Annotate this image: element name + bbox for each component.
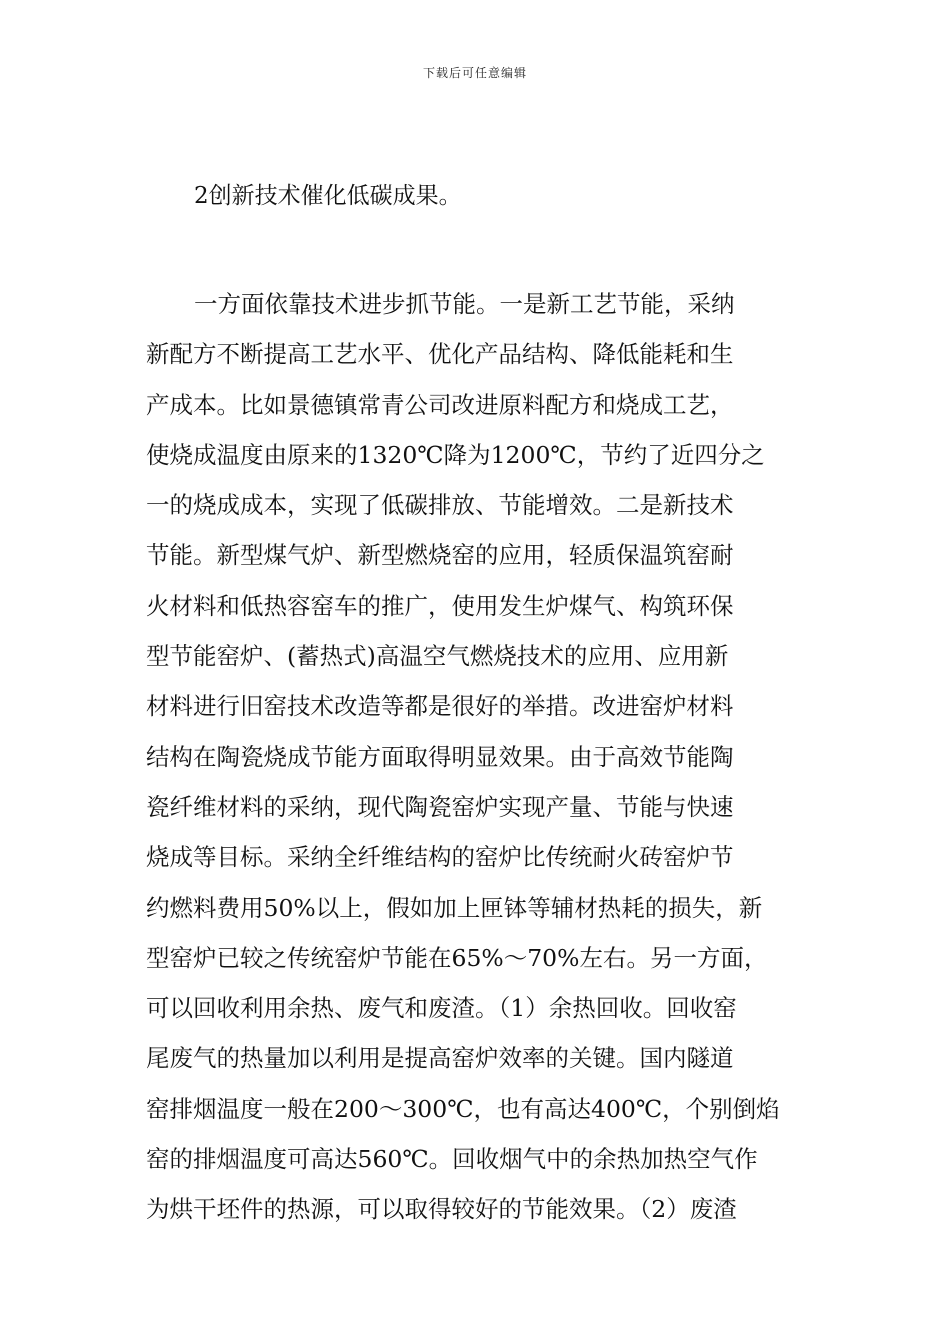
paragraph-line: 新配方不断提高工艺水平、优化产品结构、降低能耗和生 — [146, 340, 734, 369]
paragraph-line: 瓷纤维材料的采纳，现代陶瓷窑炉实现产量、节能与快速 — [146, 792, 734, 821]
paragraph-line: 约燃料费用50%以上，假如加上匣钵等辅材热耗的损失，新 — [146, 893, 763, 922]
paragraph-line: 火材料和低热容窑车的推广，使用发生炉煤气、构筑环保 — [146, 591, 734, 620]
paragraph-line: 材料进行旧窑技术改造等都是很好的举措。改进窑炉材料 — [146, 692, 734, 721]
body-paragraph — [146, 279, 810, 1235]
paragraph-line: 为烘干坯件的热源，可以取得较好的节能效果。（2）废渣 — [146, 1195, 737, 1224]
paragraph-line: 产成本。比如景德镇常青公司改进原料配方和烧成工艺， — [146, 390, 734, 419]
paragraph-line: 使烧成温度由原来的1320℃降为1200℃，节约了近四分之 — [146, 440, 765, 469]
paragraph-line: 型窑炉已较之传统窑炉节能在65%～70%左右。另一方面， — [146, 943, 768, 972]
paragraph-line: 结构在陶瓷烧成节能方面取得明显效果。由于高效节能陶 — [146, 742, 734, 771]
section-heading: 2创新技术催化低碳成果。 — [194, 183, 462, 209]
paragraph-line: 可以回收利用余热、废气和废渣。（1）余热回收。回收窑 — [146, 994, 737, 1023]
paragraph-line: 烧成等目标。采纳全纤维结构的窑炉比传统耐火砖窑炉节 — [146, 843, 734, 872]
paragraph-line: 一方面依靠技术进步抓节能。一是新工艺节能，采纳 — [194, 290, 735, 318]
paragraph-line: 节能。新型煤气炉、新型燃烧窑的应用，轻质保温筑窑耐 — [146, 541, 734, 570]
header-note: 下载后可任意编辑 — [422, 66, 527, 80]
paragraph-line: 尾废气的热量加以利用是提高窑炉效率的关键。国内隧道 — [146, 1044, 734, 1073]
paragraph-line: 窑的排烟温度可高达560℃。回收烟气中的余热加热空气作 — [146, 1145, 758, 1174]
paragraph-line: 一的烧成成本，实现了低碳排放、节能增效。二是新技术 — [146, 491, 734, 520]
paragraph-line: 型节能窑炉、(蓄热式)高温空气燃烧技术的应用、应用新 — [146, 642, 729, 671]
paragraph-line: 窑排烟温度一般在200～300℃，也有高达400℃，个别倒焰 — [146, 1094, 780, 1123]
